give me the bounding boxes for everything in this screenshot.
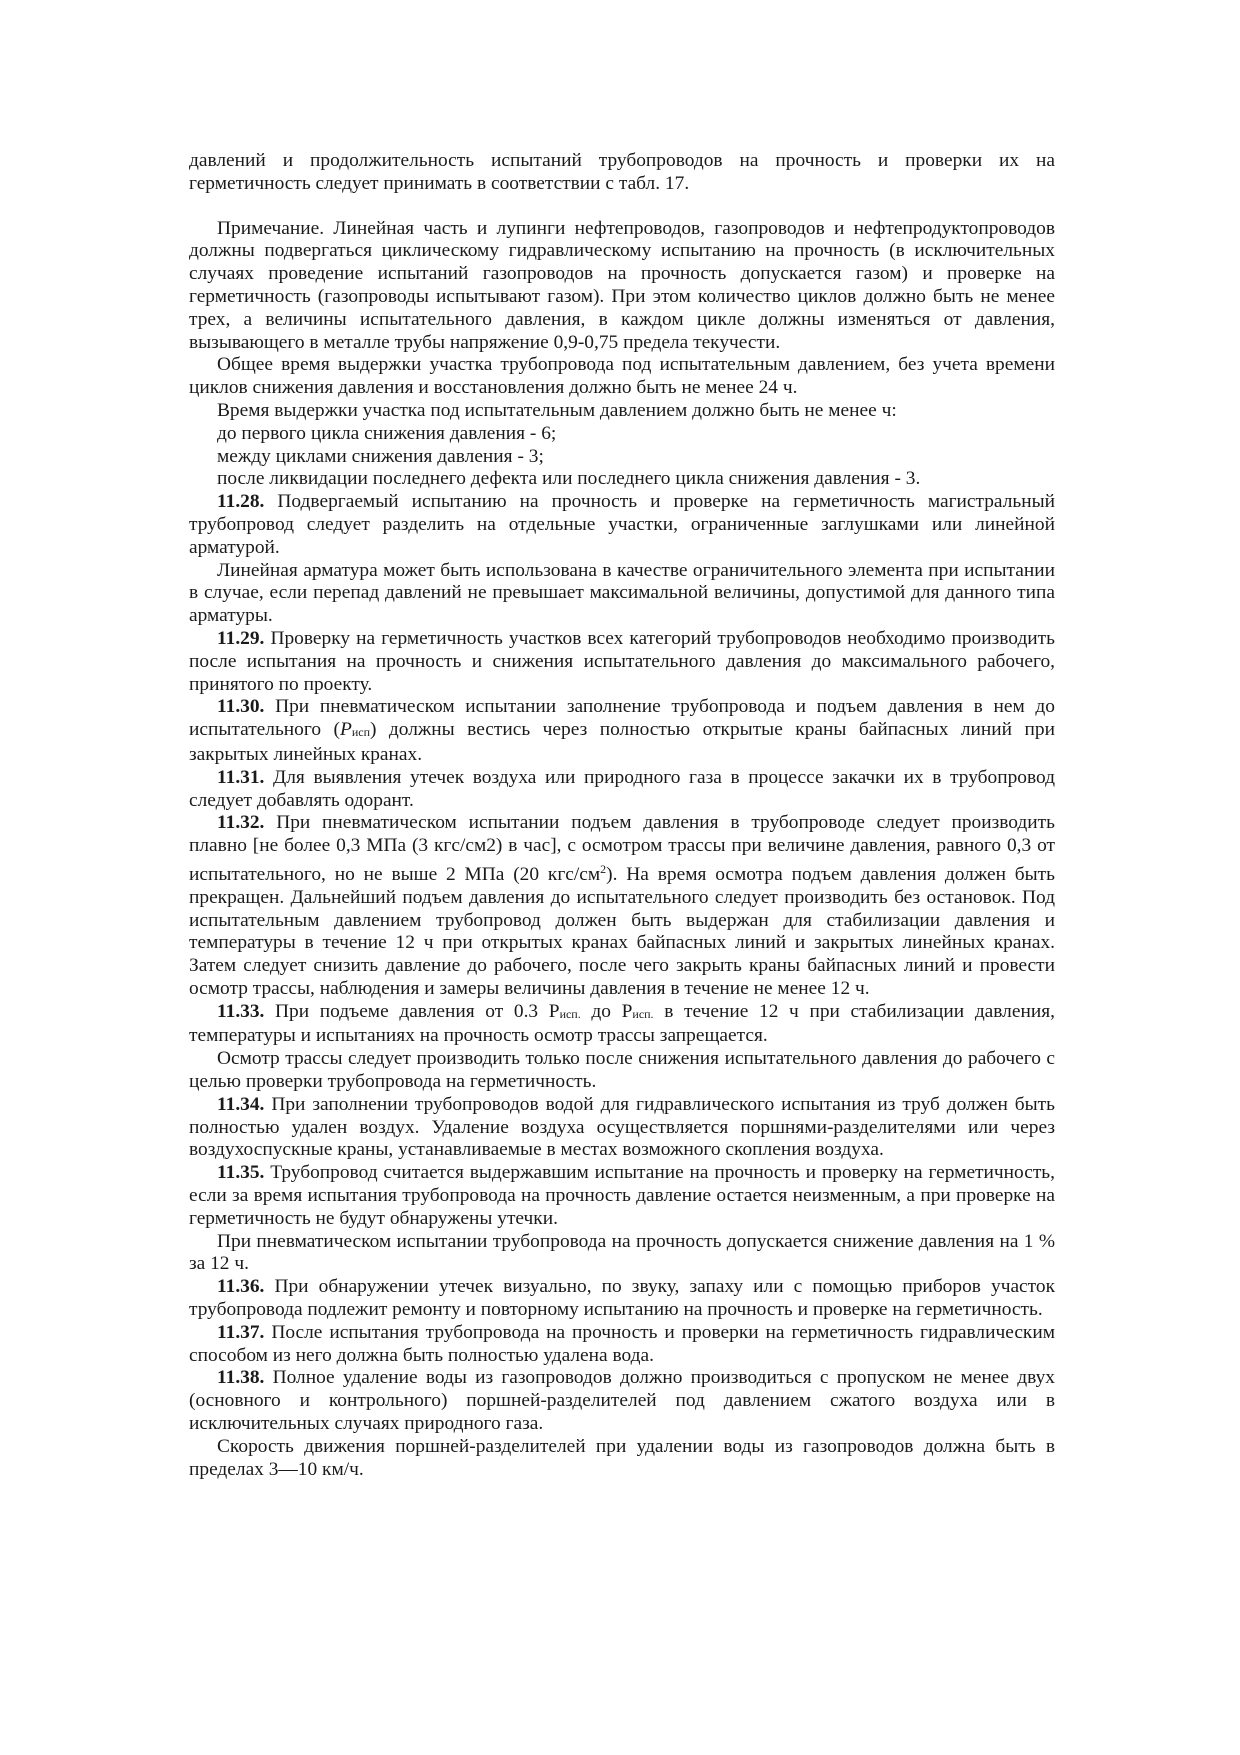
- clause-text: Подвергаемый испытанию на прочность и проверке на герметичность магистральный трубопровод следует разделить на отдельные участки, ограниченные заглушками или линейной арматурой.: [189, 491, 1055, 558]
- clause-11-30: [189, 696, 1055, 766]
- clause-number: 11.36.: [217, 1276, 265, 1298]
- list-item-between-cycles: между циклами снижения давления - 3;: [217, 445, 544, 467]
- clause-11-28: [189, 491, 1055, 559]
- clause-text: При заполнении трубопроводов водой для гидравлического испытания из труб должен быть полностью удален воздух. Удаление воздуха осуществляется поршнями-разделителями или через воздухоспускные краны, устанавливаемые в местах возможного скопления воздуха.: [189, 1093, 1055, 1161]
- pressure-subscript: исп.: [632, 1006, 654, 1021]
- pressure-symbol: P: [339, 719, 352, 741]
- clause-number: 11.37.: [217, 1321, 265, 1343]
- clause-text: После испытания трубопровода на прочность и проверки на герметичность гидравлическим способом из него должна быть полностью удалена вода.: [189, 1321, 1055, 1366]
- pressure-subscript: исп: [351, 725, 370, 740]
- paragraph-hold-time: Время выдержки участка под испытательным давлением должно быть не менее ч:: [217, 399, 897, 421]
- clause-text: Для выявления утечек воздуха или природного газа в процессе закачки их в трубопровод следует добавлять одорант.: [189, 766, 1055, 811]
- superscript: 2: [600, 861, 607, 876]
- clause-11-33: [189, 1001, 1055, 1049]
- clause-text: Трубопровод считается выдержавшим испытание на прочность и проверку на герметичность, если за время испытания трубопровода на прочность давление остается неизменным, а при проверке на герметичность не будут обнаружены утечки.: [189, 1162, 1055, 1229]
- clause-text-cont: ). На время осмотра подъем давления должен быть прекращен. Дальнейший подъем давления до испытательного следует производить без остановок. Под испытательным давлением трубопровод должен быть выдержан для стабилизации давления и температуры в течение 12 ч при открытых кранах байпасных линий и закрытых линейных кранах. Затем следует снизить давление до рабочего, после чего закрыть краны байпасных линий и провести осмотр трассы, наблюдения и замеры величины давления в течение не менее 12 ч.: [189, 863, 1055, 999]
- paragraph-route-inspection: Осмотр трассы следует производить только после снижения испытательного давления до рабочего с целью проверки трубопровода на герметичность.: [189, 1048, 1055, 1093]
- paragraph-piston-speed: Скорость движения поршней-разделителей при удалении воды из газопроводов должна быть в пределах 3—10 км/ч.: [189, 1435, 1055, 1480]
- clause-11-35: [189, 1162, 1055, 1230]
- clause-number: 11.35.: [217, 1162, 265, 1184]
- clause-number: 11.29.: [217, 627, 265, 649]
- clause-number: 11.31.: [217, 766, 265, 788]
- clause-text-cont: до Р: [580, 1000, 633, 1022]
- paragraph-note: Примечание. Линейная часть и лупинги нефтепроводов, газопроводов и нефтепродуктопроводов должны подвергаться циклическому гидравлическому испытанию на прочность (в исключительных случаях проведение испытаний газопроводов на прочность допускается газом) и проверке на герметичность (газопроводы испытывают газом). При этом количество циклов должно быть не менее трех, а величины испытательного давления, в каждом цикле должны изменяться от давления, вызывающего в металле трубы напряжение 0,9-0,75 предела текучести.: [189, 217, 1055, 353]
- clause-11-37: [189, 1322, 1055, 1368]
- clause-text: При подъеме давления от 0.3 Р: [264, 1000, 560, 1022]
- clause-11-38: [189, 1367, 1055, 1435]
- clause-text: Проверку на герметичность участков всех категорий трубопроводов необходимо производить после испытания на прочность и снижения испытательного давления до максимального рабочего, принятого по проекту.: [189, 627, 1055, 695]
- clause-number: 11.28.: [217, 491, 265, 513]
- paragraph-line-fittings: Линейная арматура может быть использована в качестве ограничительного элемента при испытании в случае, если перепад давлений не превышает максимальной величины, допустимой для данного типа арматуры.: [189, 559, 1055, 627]
- paragraph-intro: давлений и продолжительность испытаний трубопроводов на прочность и проверки их на герметичность следует принимать в соответствии с табл. 17.: [189, 150, 1055, 194]
- paragraph-total-hold-time: Общее время выдержки участка трубопровода под испытательным давлением, без учета времени циклов снижения давления и восстановления должно быть не менее 24 ч.: [189, 354, 1055, 399]
- clause-number: 11.34.: [217, 1093, 265, 1115]
- clause-text-cont: ) должны вестись через полностью открытые краны байпасных линий при закрытых линейных кранах.: [189, 719, 1055, 765]
- clause-text: При пневматическом испытании подъем давления в трубопроводе следует производить плавно [не более 0,3 МПа (3 кгс/см2) в час], с осмотром трассы при величине давления, равного 0,3 от испытательного, но не выше 2 МПа (20 кгс/см: [189, 812, 1055, 885]
- paragraph-pressure-drop: При пневматическом испытании трубопровода на прочность допускается снижение давления на 1 % за 12 ч.: [189, 1230, 1055, 1275]
- pressure-subscript: исп.: [559, 1006, 581, 1021]
- list-item-first-cycle: до первого цикла снижения давления - 6;: [217, 422, 557, 444]
- clause-11-34: [189, 1094, 1055, 1162]
- clause-number: 11.33.: [217, 1000, 265, 1022]
- clause-text: При обнаружении утечек визуально, по звуку, запаху или с помощью приборов участок трубопровода подлежит ремонту и повторному испытанию на прочность и проверке на герметичность.: [189, 1276, 1055, 1321]
- clause-11-31: [189, 767, 1055, 813]
- list-item-after-last: после ликвидации последнего дефекта или последнего цикла снижения давления - 3.: [217, 468, 921, 490]
- document-page: [189, 150, 1055, 1481]
- clause-number: 11.30.: [217, 696, 265, 718]
- clause-text-end: в течение 12 ч при стабилизации давления, температуры и испытаниях на прочность осмотр трассы запрещается.: [189, 1000, 1055, 1047]
- clause-11-36: [189, 1276, 1055, 1322]
- clause-text: При пневматическом испытании заполнение трубопровода и подъем давления в нем до испытательного (: [189, 696, 1055, 741]
- clause-11-29: [189, 628, 1055, 696]
- clause-number: 11.32.: [217, 812, 265, 834]
- clause-number: 11.38.: [217, 1367, 265, 1389]
- clause-11-32: [189, 812, 1055, 1000]
- clause-text: Полное удаление воды из газопроводов должно производиться с пропуском не менее двух (основного и контрольного) поршней-разделителей под давлением сжатого воздуха или в исключительных случаях природного газа.: [189, 1367, 1055, 1435]
